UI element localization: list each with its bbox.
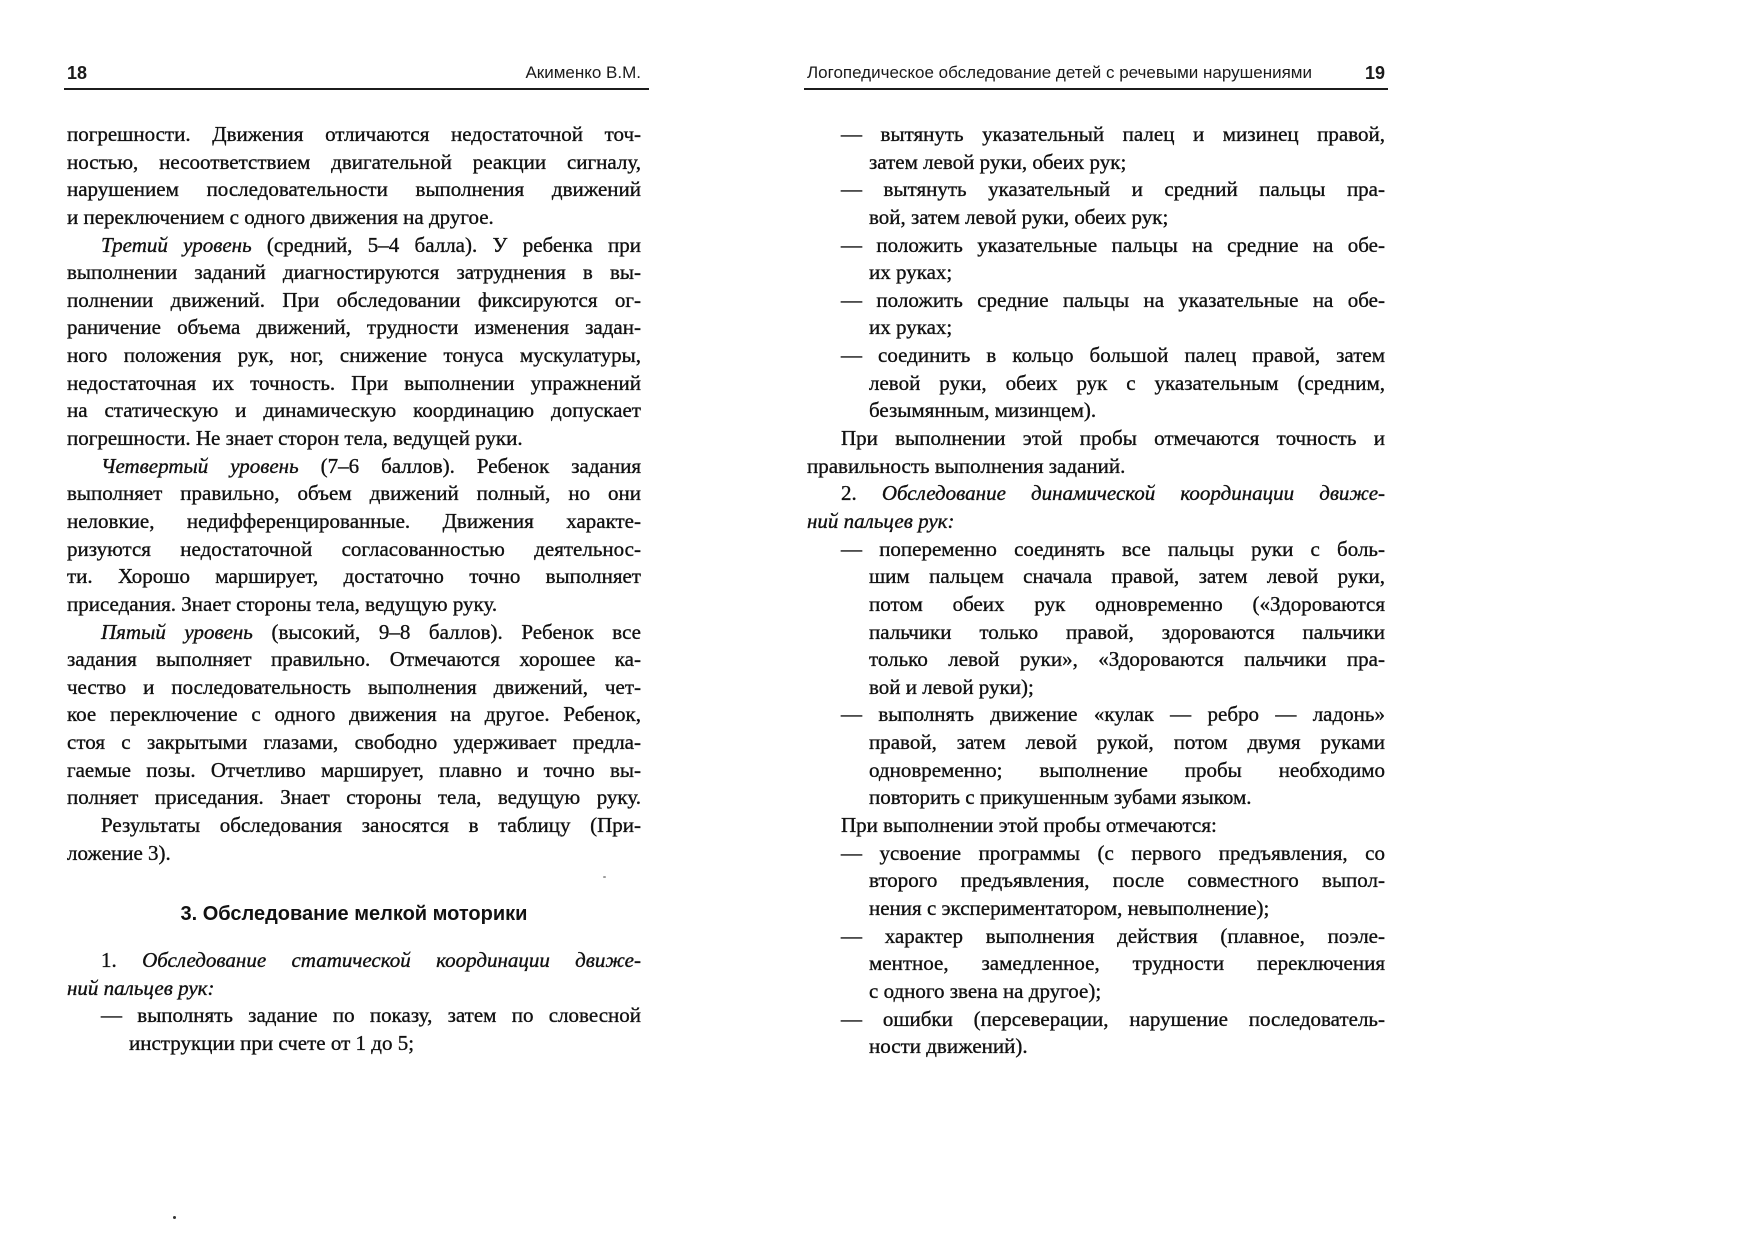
text-line: стоя с закрытыми глазами, свободно удерживает предла- bbox=[67, 730, 641, 755]
list-item-line: пальчики только правой, здороваются пальчики bbox=[869, 619, 1385, 644]
list-item-line: их руках; bbox=[869, 260, 953, 285]
list-item-line: — положить указательные пальцы на средние на обе- bbox=[841, 232, 1385, 257]
subsection-title-line bbox=[67, 975, 641, 1003]
text-line: нарушением последовательности выполнения движений bbox=[67, 177, 641, 202]
text-line: приседания. Знает стороны тела, ведущую руку. bbox=[67, 591, 498, 616]
list-item-line: повторить с прикушенным зубами языком. bbox=[869, 785, 1252, 810]
text-line bbox=[67, 619, 641, 647]
running-head: Логопедическое обследование детей с речевыми нарушениями bbox=[807, 63, 1312, 82]
text-run: (7–6 баллов). Ребенок задания bbox=[298, 453, 641, 478]
italic-term: Третий уровень bbox=[101, 232, 252, 257]
list-item-line: одновременно; выполнение пробы необходимо bbox=[869, 757, 1385, 782]
subsection-number: 1. bbox=[101, 948, 143, 972]
text-line: неловкие, недифференцированные. Движения характе- bbox=[67, 508, 641, 533]
text-line: ти. Хорошо марширует, достаточно точно выполняет bbox=[67, 564, 641, 589]
subsection-title: ний пальцев рук: bbox=[807, 508, 955, 533]
page-number: 19 bbox=[1364, 63, 1385, 83]
right-page-body bbox=[807, 121, 1385, 1061]
italic-term: Пятый уровень bbox=[101, 619, 253, 644]
section-heading: 3. Обследование мелкой моторики bbox=[180, 903, 528, 925]
right-page-header bbox=[807, 62, 1385, 84]
text-line: выполняет правильно, объем движений полный, но они bbox=[67, 481, 641, 506]
header-rule bbox=[64, 88, 649, 90]
text-line: При выполнении этой пробы отмечаются: bbox=[841, 813, 1217, 838]
list-item-line: — ошибки (персеверации, нарушение последователь- bbox=[841, 1006, 1385, 1031]
text-line: раничение объема движений, трудности изменения задан- bbox=[67, 315, 641, 340]
left-page-subsection bbox=[67, 947, 641, 1058]
subsection-title-line bbox=[807, 508, 1385, 536]
list-item-line: ности движений). bbox=[869, 1034, 1028, 1059]
list-item-line: — положить средние пальцы на указательные на обе- bbox=[841, 287, 1385, 312]
subsection-title-line bbox=[67, 947, 641, 975]
page-number: 18 bbox=[67, 63, 88, 83]
text-line: погрешности. Не знает сторон тела, ведущей руки. bbox=[67, 426, 523, 451]
scan-speck bbox=[173, 1216, 176, 1219]
left-page bbox=[0, 0, 876, 1240]
list-item-line: — вытянуть указательный палец и мизинец правой, bbox=[841, 122, 1385, 146]
text-line: на статическую и динамическую координацию допускает bbox=[67, 398, 641, 423]
list-item-line: левой руки, обеих рук с указательным (средним, bbox=[869, 370, 1385, 395]
subsection-number: 2. bbox=[841, 481, 882, 506]
italic-term: Четвертый уровень bbox=[101, 453, 299, 478]
text-line: ризуются недостаточной согласованностью деятельнос- bbox=[67, 536, 641, 561]
text-line: Результаты обследования заносятся в таблицу (При- bbox=[101, 813, 641, 838]
list-item-line: вой, затем левой руки, обеих рук; bbox=[869, 204, 1169, 229]
list-item-line: их руках; bbox=[869, 315, 953, 340]
text-line: правильность выполнения заданий. bbox=[807, 453, 1126, 478]
subsection-title: Обследование динамической координации движе- bbox=[881, 481, 1385, 506]
text-line: ного положения рук, ног, снижение тонуса мускулатуры, bbox=[67, 343, 641, 368]
text-line: погрешности. Движения отличаются недостаточной точ- bbox=[67, 122, 641, 146]
text-run: (средний, 5–4 балла). У ребенка при bbox=[251, 232, 641, 257]
left-page-body bbox=[67, 121, 641, 867]
list-item-line: — характер выполнения действия (плавное, поэле- bbox=[841, 923, 1385, 948]
list-item-line: инструкции при счете от 1 до 5; bbox=[129, 1030, 415, 1055]
scan-speck bbox=[603, 876, 606, 878]
list-item-line: правой, затем левой рукой, потом двумя руками bbox=[869, 730, 1385, 755]
text-line: При выполнении этой пробы отмечаются точность и bbox=[841, 426, 1385, 451]
subsection-title: Обследование статической координации движе- bbox=[142, 948, 641, 972]
text-line: ностью, несоответствием двигательной реакции сигналу, bbox=[67, 149, 641, 174]
list-item-line: — усвоение программы (с первого предъявления, со bbox=[841, 840, 1385, 865]
list-item-line: затем левой руки, обеих рук; bbox=[869, 149, 1127, 174]
list-item-line: — вытянуть указательный и средний пальцы пра- bbox=[841, 177, 1385, 202]
list-item-line: нения с экспериментатором, невыполнение); bbox=[869, 895, 1270, 920]
text-line: ложение 3). bbox=[67, 840, 171, 865]
list-item-line: ментное, замедленное, трудности переключения bbox=[869, 951, 1385, 976]
list-item-line: — выполнять движение «кулак — ребро — ладонь» bbox=[841, 702, 1385, 727]
text-line: недостаточная их точность. При выполнении упражнений bbox=[67, 370, 641, 395]
text-line bbox=[67, 232, 641, 260]
list-item-line: потом обеих рук одновременно («Здороваются bbox=[869, 591, 1385, 616]
list-item-line: шим пальцем сначала правой, затем левой руки, bbox=[869, 564, 1385, 589]
subsection-title-line bbox=[807, 480, 1385, 508]
text-line: полняет приседания. Знает стороны тела, ведущую руку. bbox=[67, 785, 641, 810]
list-item-line: с одного звена на другое); bbox=[869, 978, 1102, 1003]
text-line: чество и последовательность выполнения движений, чет- bbox=[67, 674, 641, 699]
list-item-line: — выполнять задание по показу, затем по словесной bbox=[101, 1003, 641, 1028]
left-page-header bbox=[67, 62, 641, 84]
text-run: (высокий, 9–8 баллов). Ребенок все bbox=[252, 619, 641, 644]
text-line bbox=[67, 453, 641, 481]
right-page bbox=[807, 0, 1753, 1240]
list-item-line: вой и левой руки); bbox=[869, 674, 1034, 699]
list-item-line: безымянным, мизинцем). bbox=[869, 398, 1097, 423]
list-item-line: только левой руки», «Здороваются пальчики пра- bbox=[869, 647, 1385, 672]
text-line: гаемые позы. Отчетливо марширует, плавно и точно вы- bbox=[67, 757, 641, 782]
running-head: Акименко В.М. bbox=[525, 63, 641, 82]
text-line: кое переключение с одного движения на другое. Ребенок, bbox=[67, 702, 641, 727]
list-item-line: — попеременно соединять все пальцы руки с боль- bbox=[841, 536, 1385, 561]
list-item-line: — соединить в кольцо большой палец правой, затем bbox=[841, 343, 1385, 368]
text-line: и переключением с одного движения на другое. bbox=[67, 204, 494, 229]
text-line: задания выполняет правильно. Отмечаются хорошее ка- bbox=[67, 647, 641, 672]
text-line: полнении движений. При обследовании фиксируются ог- bbox=[67, 287, 641, 312]
list-item-line: второго предъявления, после совместного выпол- bbox=[869, 868, 1385, 893]
subsection-title: ний пальцев рук: bbox=[67, 975, 215, 1000]
text-line: выполнении заданий диагностируются затруднения в вы- bbox=[67, 260, 641, 285]
header-rule bbox=[804, 88, 1388, 90]
